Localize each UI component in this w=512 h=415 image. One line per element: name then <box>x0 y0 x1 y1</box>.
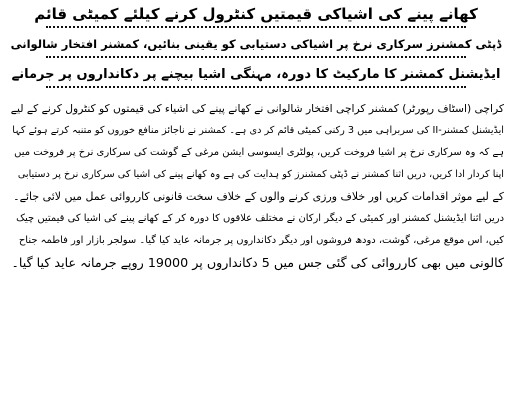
sub-headline-2: ایڈیشنل کمشنر کا مارکیٹ کا دورہ، مہنگی اشیا بیچنے پر دکانداروں پر جرمانے <box>11 67 501 82</box>
headline-block <box>8 4 504 94</box>
article-line: دریں اثنا ایڈیشنل کمشنر اور کمیٹی کے دیگر ارکان نے مختلف علاقوں کا دورہ کر کے کھانے پینے کی اشیا کی قیمتیں چیک <box>16 213 504 224</box>
sub-headline-1: ڈپٹی کمشنرز سرکاری نرخ پر اشیاکی دستیابی کو یقینی بنائیں، کمشنر افتخار شالوانی <box>10 37 502 51</box>
main-headline: کھانے پینے کی اشیاکی قیمتیں کنٹرول کرنے کیلئے کمیٹی قائم <box>34 5 478 23</box>
article-line: اپنا کردار ادا کریں، دریں اثنا کمشنر نے ڈپٹی کمشنرز کو ہدایت کی ہے وہ کھانے پینے کی اشیا کی سرکاری نرخ پر دستیابی <box>17 169 504 180</box>
article-line: کیں، اس موقع مرغی، گوشت، دودھ فروشوں اور دیگر دکانداروں پر جرمانہ عاید کیا گیا۔ سولجر بازار اور فاطمہ جناح <box>18 235 504 246</box>
article-line: ایڈیشنل کمشنر-II کی سربراہی میں 3 رکنی کمیٹی قائم کر دی ہے۔ کمشنر نے ناجائز منافع خوروں کو متنبہ کرتے ہوئے کہا <box>12 125 504 136</box>
article-line: ہے کہ وہ سرکاری نرخ پر اشیا فروخت کریں، پولٹری ایسوسی ایشن مرغی کے گوشت کی سرکاری نرخ پر فروخت میں <box>14 147 504 158</box>
headline-divider <box>46 26 466 28</box>
article-body <box>8 98 504 274</box>
article-line: کالونی میں بھی کارروائی کی گئی جس میں 5 دکانداروں پر 19000 روپے جرمانہ عاید کیا گیا۔ <box>11 255 504 270</box>
headline-divider <box>46 56 466 58</box>
headline-divider <box>46 86 466 88</box>
article-line: کے لیے موثر اقدامات کریں اور خلاف ورزی کرنے والوں کے خلاف سخت قانونی کارروائی عمل میں لائی جائے۔ <box>13 190 504 203</box>
article-line: کراچی (اسٹاف رپورٹر) کمشنر کراچی افتخار شالوانی نے کھانے پینے کی اشیاء کی قیمتوں کو کنٹرول کرنے کے لیے <box>10 102 504 115</box>
